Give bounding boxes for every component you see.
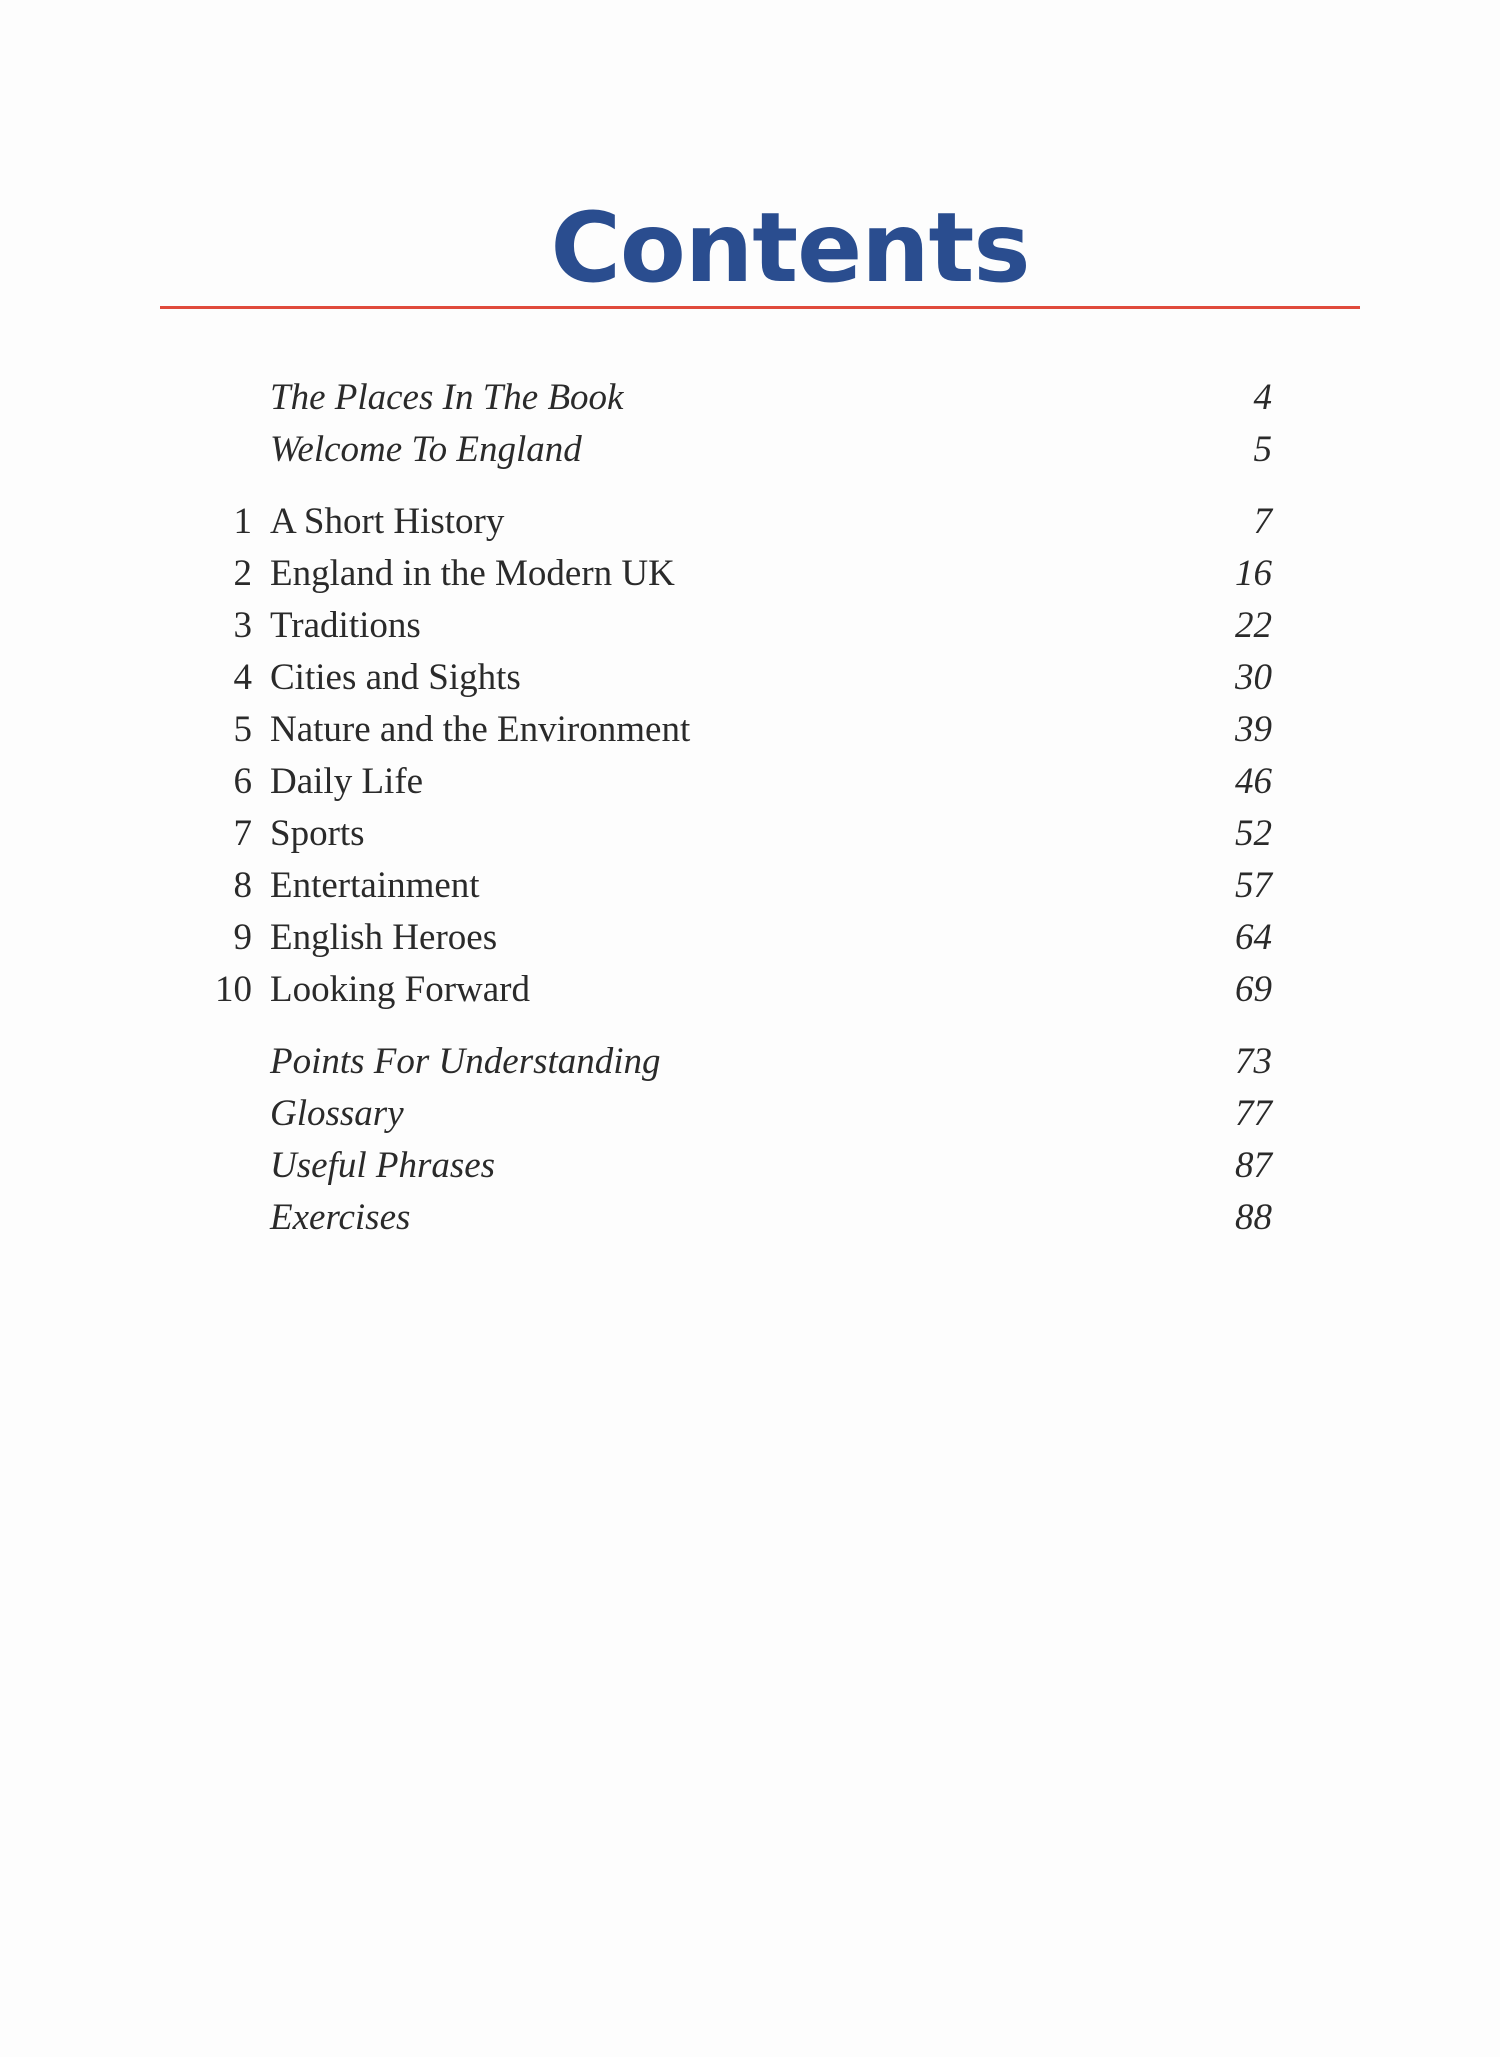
toc-entry-chapter[interactable] xyxy=(200,860,1272,912)
title-rule xyxy=(160,306,1360,309)
toc-entry-title: Traditions xyxy=(270,605,421,646)
toc-entry-back[interactable] xyxy=(200,1036,1272,1088)
toc-entry-page: 22 xyxy=(1235,605,1272,646)
toc-entry-chapter[interactable] xyxy=(200,912,1272,964)
toc-entry-chapter[interactable] xyxy=(200,704,1272,756)
toc-entry-back[interactable] xyxy=(200,1140,1272,1192)
toc-entry-page: 39 xyxy=(1235,709,1272,750)
chapter-number: 4 xyxy=(233,657,252,698)
toc-entry-chapter[interactable] xyxy=(200,600,1272,652)
toc-entry-page: 5 xyxy=(1253,429,1272,470)
toc-entry-page: 64 xyxy=(1235,917,1272,958)
toc-entry-chapter[interactable] xyxy=(200,548,1272,600)
toc-entry-title: Daily Life xyxy=(270,761,424,802)
chapter-number: 6 xyxy=(233,761,252,802)
toc-entry-chapter[interactable] xyxy=(200,756,1272,808)
toc-entry-page: 4 xyxy=(1253,377,1272,418)
toc-entry-title: Looking Forward xyxy=(270,969,530,1010)
chapter-number: 10 xyxy=(215,969,252,1010)
toc-entry-page: 46 xyxy=(1235,761,1272,802)
toc-entry-chapter[interactable] xyxy=(200,808,1272,860)
chapter-number: 2 xyxy=(233,553,252,594)
toc-entry-front[interactable] xyxy=(200,372,1272,424)
toc-entry-page: 52 xyxy=(1235,813,1272,854)
toc-entry-title: Points For Understanding xyxy=(270,1041,661,1082)
toc-entry-title: A Short History xyxy=(270,501,505,542)
toc-entry-front[interactable] xyxy=(200,424,1272,476)
toc-entry-title: England in the Modern UK xyxy=(270,553,675,594)
chapter-number: 1 xyxy=(233,501,252,542)
toc-entry-page: 57 xyxy=(1235,865,1272,906)
toc-entry-page: 88 xyxy=(1235,1197,1272,1238)
toc-entry-title: Glossary xyxy=(270,1093,404,1134)
toc-entry-back[interactable] xyxy=(200,1192,1272,1244)
toc-entry-title: Nature and the Environment xyxy=(270,709,691,750)
chapter-number: 9 xyxy=(233,917,252,958)
toc-entry-chapter[interactable] xyxy=(200,652,1272,704)
toc-entry-title: English Heroes xyxy=(270,917,498,958)
toc-entry-page: 30 xyxy=(1235,657,1272,698)
toc-entry-title: Welcome To England xyxy=(270,429,582,470)
page-title: Contents xyxy=(550,192,1030,304)
toc-entry-page: 73 xyxy=(1235,1041,1272,1082)
toc-entry-back[interactable] xyxy=(200,1088,1272,1140)
toc-entry-page: 87 xyxy=(1235,1145,1272,1186)
toc-entry-title: Useful Phrases xyxy=(270,1145,496,1186)
toc-entry-title: The Places In The Book xyxy=(270,377,624,418)
toc-entry-page: 69 xyxy=(1235,969,1272,1010)
toc-entry-page: 77 xyxy=(1235,1093,1272,1134)
chapter-number: 5 xyxy=(233,709,252,750)
toc-entry-page: 16 xyxy=(1235,553,1272,594)
chapter-number: 3 xyxy=(233,605,252,646)
toc-entry-chapter[interactable] xyxy=(200,496,1272,548)
chapter-number: 7 xyxy=(233,813,252,854)
toc-entry-title: Exercises xyxy=(270,1197,411,1238)
toc-entry-title: Sports xyxy=(270,813,365,854)
toc-entry-page: 7 xyxy=(1253,501,1272,542)
chapter-number: 8 xyxy=(233,865,252,906)
toc-entry-title: Entertainment xyxy=(270,865,480,906)
toc-entry-chapter[interactable] xyxy=(200,964,1272,1016)
toc-entry-title: Cities and Sights xyxy=(270,657,521,698)
